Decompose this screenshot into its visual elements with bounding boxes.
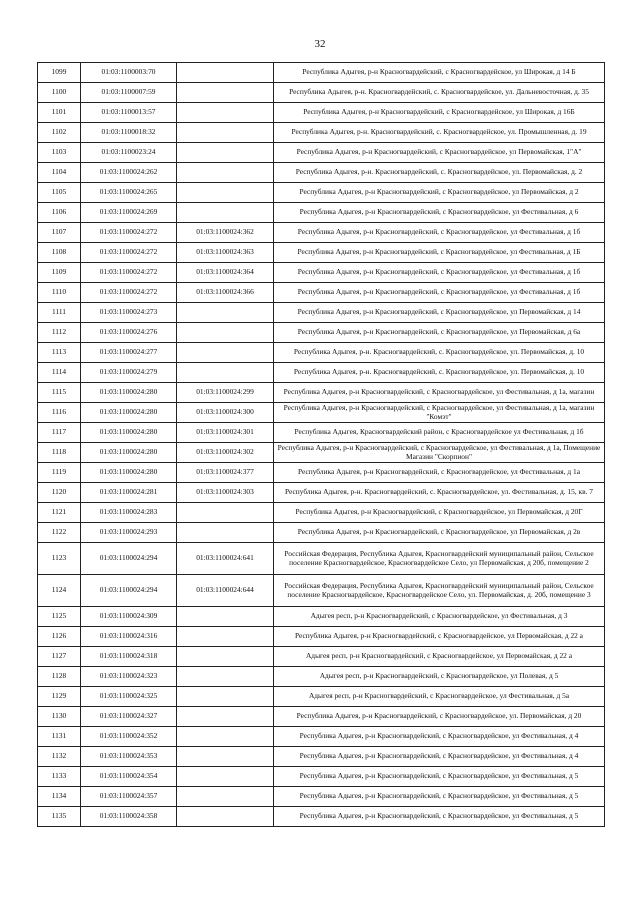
row-number-cell: 1108	[38, 243, 81, 263]
cadastral-number-cell: 01:03:1100024:279	[81, 363, 177, 383]
table-row	[38, 343, 605, 363]
table-row	[38, 503, 605, 523]
cadastral-number-cell: 01:03:1100024:280	[81, 403, 177, 423]
cadastral-number-cell: 01:03:1100024:353	[81, 747, 177, 767]
cadastral-number-cell: 01:03:1100024:277	[81, 343, 177, 363]
row-number-cell: 1114	[38, 363, 81, 383]
address-cell: Республика Адыгея, р-н. Красногвардейский, с. Красногвардейское, ул. Первомайская, д. 2	[274, 163, 605, 183]
cadastral-number-cell: 01:03:1100024:272	[81, 283, 177, 303]
address-cell: Республика Адыгея, р-н Красногвардейский, с Красногвардейское, ул Фестивальная, д 6	[274, 203, 605, 223]
linked-cadastral-number-cell	[177, 123, 274, 143]
linked-cadastral-number-cell: 01:03:1100024:302	[177, 443, 274, 463]
address-cell: Республика Адыгея, р-н Красногвардейский, с Красногвардейское, ул Первомайская, д 6а	[274, 323, 605, 343]
address-cell: Республика Адыгея, р-н Красногвардейский, с Красногвардейское, ул Широкая, д 16Б	[274, 103, 605, 123]
table-row	[38, 223, 605, 243]
address-cell: Адыгея респ, р-н Красногвардейский, с Красногвардейское, ул Первомайская, д 22 а	[274, 647, 605, 667]
address-cell: Республика Адыгея, р-н Красногвардейский, с Красногвардейское, ул Первомайская, д 2в	[274, 523, 605, 543]
row-number-cell: 1111	[38, 303, 81, 323]
row-number-cell: 1106	[38, 203, 81, 223]
row-number-cell: 1120	[38, 483, 81, 503]
address-cell: Республика Адыгея, р-н Красногвардейский, с Красногвардейское, ул Первомайская, д 14	[274, 303, 605, 323]
linked-cadastral-number-cell: 01:03:1100024:377	[177, 463, 274, 483]
cadastral-number-cell: 01:03:1100024:293	[81, 523, 177, 543]
row-number-cell: 1135	[38, 807, 81, 827]
row-number-cell: 1113	[38, 343, 81, 363]
row-number-cell: 1104	[38, 163, 81, 183]
address-cell: Адыгея респ, р-н Красногвардейский, с Красногвардейское, ул Фестивальная, д 5а	[274, 687, 605, 707]
linked-cadastral-number-cell	[177, 363, 274, 383]
cadastral-number-cell: 01:03:1100024:273	[81, 303, 177, 323]
table-row	[38, 123, 605, 143]
registry-table	[37, 62, 605, 827]
linked-cadastral-number-cell	[177, 607, 274, 627]
page-number: 32	[314, 38, 326, 50]
linked-cadastral-number-cell	[177, 707, 274, 727]
row-number-cell: 1115	[38, 383, 81, 403]
row-number-cell: 1130	[38, 707, 81, 727]
cadastral-number-cell: 01:03:1100024:280	[81, 463, 177, 483]
row-number-cell: 1119	[38, 463, 81, 483]
row-number-cell: 1117	[38, 423, 81, 443]
table-row	[38, 523, 605, 543]
cadastral-number-cell: 01:03:1100024:276	[81, 323, 177, 343]
table-row	[38, 263, 605, 283]
row-number-cell: 1129	[38, 687, 81, 707]
linked-cadastral-number-cell	[177, 647, 274, 667]
address-cell: Адыгея респ, р-н Красногвардейский, с Красногвардейское, ул Полевая, д 5	[274, 667, 605, 687]
table-row	[38, 463, 605, 483]
cadastral-number-cell: 01:03:1100024:325	[81, 687, 177, 707]
linked-cadastral-number-cell	[177, 303, 274, 323]
table-row	[38, 83, 605, 103]
linked-cadastral-number-cell: 01:03:1100024:299	[177, 383, 274, 403]
row-number-cell: 1133	[38, 767, 81, 787]
address-cell: Республика Адыгея, р-н Красногвардейский, с Красногвардейское, ул Фестивальная, д 5	[274, 767, 605, 787]
linked-cadastral-number-cell: 01:03:1100024:301	[177, 423, 274, 443]
cadastral-number-cell: 01:03:1100013:57	[81, 103, 177, 123]
cadastral-number-cell: 01:03:1100024:318	[81, 647, 177, 667]
linked-cadastral-number-cell	[177, 183, 274, 203]
linked-cadastral-number-cell	[177, 667, 274, 687]
address-cell: Республика Адыгея, р-н Красногвардейский, с Красногвардейское, ул Широкая, д 14 Б	[274, 63, 605, 83]
cadastral-number-cell: 01:03:1100024:323	[81, 667, 177, 687]
table-row	[38, 163, 605, 183]
cadastral-number-cell: 01:03:1100024:272	[81, 223, 177, 243]
row-number-cell: 1116	[38, 403, 81, 423]
linked-cadastral-number-cell	[177, 343, 274, 363]
address-cell: Республика Адыгея, р-н Красногвардейский, с Красногвардейское, ул Фестивальная, д 1а	[274, 463, 605, 483]
address-cell: Республика Адыгея, р-н Красногвардейский, с Красногвардейское, ул Первомайская, д 2	[274, 183, 605, 203]
address-cell: Республика Адыгея, р-н Красногвардейский, с Красногвардейское, ул Фестивальная, д 5	[274, 787, 605, 807]
table-row	[38, 727, 605, 747]
linked-cadastral-number-cell	[177, 63, 274, 83]
address-cell: Республика Адыгея, р-н Красногвардейский, с Красногвардейское, ул. Первомайская, д 20	[274, 707, 605, 727]
table-row	[38, 63, 605, 83]
registry-table-body	[38, 63, 605, 827]
cadastral-number-cell: 01:03:1100024:352	[81, 727, 177, 747]
row-number-cell: 1109	[38, 263, 81, 283]
row-number-cell: 1121	[38, 503, 81, 523]
address-cell: Республика Адыгея, р-н Красногвардейский, с Красногвардейское, ул Фестивальная, д 1а, магазин "Комэт"	[274, 403, 605, 423]
address-cell: Республика Адыгея, р-н. Красногвардейский, с. Красногвардейское, ул. Промышленная, д. 19	[274, 123, 605, 143]
address-cell: Республика Адыгея, р-н Красногвардейский, с Красногвардейское, ул Фестивальная, д 5	[274, 807, 605, 827]
table-row	[38, 183, 605, 203]
address-cell: Республика Адыгея, р-н. Красногвардейский, с. Красногвардейское, ул. Дальневосточная, д. 35	[274, 83, 605, 103]
linked-cadastral-number-cell	[177, 103, 274, 123]
table-row	[38, 143, 605, 163]
linked-cadastral-number-cell	[177, 323, 274, 343]
linked-cadastral-number-cell: 01:03:1100024:641	[177, 543, 274, 575]
row-number-cell: 1125	[38, 607, 81, 627]
table-row	[38, 243, 605, 263]
cadastral-number-cell: 01:03:1100003:70	[81, 63, 177, 83]
cadastral-number-cell: 01:03:1100024:280	[81, 423, 177, 443]
linked-cadastral-number-cell: 01:03:1100024:362	[177, 223, 274, 243]
cadastral-number-cell: 01:03:1100024:272	[81, 243, 177, 263]
address-cell: Республика Адыгея, р-н Красногвардейский, с Красногвардейское, ул Фестивальная, д 1б	[274, 283, 605, 303]
table-row	[38, 787, 605, 807]
table-row	[38, 747, 605, 767]
cadastral-number-cell: 01:03:1100023:24	[81, 143, 177, 163]
cadastral-number-cell: 01:03:1100024:262	[81, 163, 177, 183]
linked-cadastral-number-cell	[177, 687, 274, 707]
linked-cadastral-number-cell	[177, 163, 274, 183]
table-row	[38, 667, 605, 687]
address-cell: Республика Адыгея, р-н. Красногвардейский, с. Красногвардейское, ул. Первомайская, д. 10	[274, 343, 605, 363]
row-number-cell: 1103	[38, 143, 81, 163]
address-cell: Республика Адыгея, р-н Красногвардейский, с Красногвардейское, ул Фестивальная, д 4	[274, 727, 605, 747]
linked-cadastral-number-cell	[177, 503, 274, 523]
linked-cadastral-number-cell	[177, 767, 274, 787]
row-number-cell: 1122	[38, 523, 81, 543]
table-row	[38, 423, 605, 443]
row-number-cell: 1134	[38, 787, 81, 807]
table-row	[38, 575, 605, 607]
address-cell: Республика Адыгея, р-н Красногвардейский, с Красногвардейское, ул Фестивальная, д 1а, Помещение Магазин "Скорпион"	[274, 443, 605, 463]
address-cell: Республика Адыгея, р-н Красногвардейский, с Красногвардейское, ул Фестивальная, д 4	[274, 747, 605, 767]
address-cell: Республика Адыгея, Красногвардейский район, с Красногвардейское ул Фестивальная, д 1б	[274, 423, 605, 443]
address-cell: Республика Адыгея, р-н. Красногвардейский, с. Красногвардейское, ул. Фестивальная, д. 15, кв. 7	[274, 483, 605, 503]
table-row	[38, 103, 605, 123]
table-row	[38, 323, 605, 343]
table-row	[38, 767, 605, 787]
cadastral-number-cell: 01:03:1100018:32	[81, 123, 177, 143]
table-row	[38, 403, 605, 423]
row-number-cell: 1126	[38, 627, 81, 647]
address-cell: Российская Федерация, Республика Адыгея, Красногвардейский муниципальный район, Сельское поселение Красногвардейское, Красногвардейское Село, ул Первомайская, д 20б, помещение 2	[274, 543, 605, 575]
linked-cadastral-number-cell	[177, 807, 274, 827]
address-cell: Республика Адыгея, р-н Красногвардейский, с Красногвардейское, ул Фестивальная, д 1а, магазин	[274, 383, 605, 403]
address-cell: Республика Адыгея, р-н Красногвардейский, с Красногвардейское, ул Фестивальная, д 1б	[274, 263, 605, 283]
linked-cadastral-number-cell: 01:03:1100024:303	[177, 483, 274, 503]
row-number-cell: 1118	[38, 443, 81, 463]
table-row	[38, 303, 605, 323]
table-row	[38, 647, 605, 667]
table-row	[38, 363, 605, 383]
cadastral-number-cell: 01:03:1100024:269	[81, 203, 177, 223]
cadastral-number-cell: 01:03:1100024:265	[81, 183, 177, 203]
address-cell: Республика Адыгея, р-н Красногвардейский, с Красногвардейское, ул Первомайская, д 20Г	[274, 503, 605, 523]
table-row	[38, 687, 605, 707]
table-row	[38, 483, 605, 503]
cadastral-number-cell: 01:03:1100024:283	[81, 503, 177, 523]
row-number-cell: 1101	[38, 103, 81, 123]
address-cell: Республика Адыгея, р-н. Красногвардейский, с. Красногвардейское, ул. Первомайская, д. 10	[274, 363, 605, 383]
cadastral-number-cell: 01:03:1100024:294	[81, 575, 177, 607]
linked-cadastral-number-cell	[177, 83, 274, 103]
address-cell: Адыгея респ, р-н Красногвардейский, с Красногвардейское, ул Фестивальная, д 3	[274, 607, 605, 627]
table-row	[38, 443, 605, 463]
linked-cadastral-number-cell	[177, 143, 274, 163]
cadastral-number-cell: 01:03:1100024:294	[81, 543, 177, 575]
table-row	[38, 383, 605, 403]
table-row	[38, 807, 605, 827]
linked-cadastral-number-cell: 01:03:1100024:363	[177, 243, 274, 263]
cadastral-number-cell: 01:03:1100007:59	[81, 83, 177, 103]
cadastral-number-cell: 01:03:1100024:354	[81, 767, 177, 787]
row-number-cell: 1102	[38, 123, 81, 143]
linked-cadastral-number-cell: 01:03:1100024:644	[177, 575, 274, 607]
row-number-cell: 1127	[38, 647, 81, 667]
cadastral-number-cell: 01:03:1100024:358	[81, 807, 177, 827]
cadastral-number-cell: 01:03:1100024:280	[81, 443, 177, 463]
row-number-cell: 1110	[38, 283, 81, 303]
linked-cadastral-number-cell: 01:03:1100024:364	[177, 263, 274, 283]
table-row	[38, 627, 605, 647]
table-row	[38, 707, 605, 727]
linked-cadastral-number-cell	[177, 203, 274, 223]
address-cell: Республика Адыгея, р-н Красногвардейский, с Красногвардейское, ул Первомайская, 1"А"	[274, 143, 605, 163]
cadastral-number-cell: 01:03:1100024:327	[81, 707, 177, 727]
cadastral-number-cell: 01:03:1100024:309	[81, 607, 177, 627]
linked-cadastral-number-cell: 01:03:1100024:300	[177, 403, 274, 423]
table-row	[38, 607, 605, 627]
row-number-cell: 1132	[38, 747, 81, 767]
cadastral-number-cell: 01:03:1100024:357	[81, 787, 177, 807]
address-cell: Республика Адыгея, р-н Красногвардейский, с Красногвардейское, ул Фестивальная, д 1Б	[274, 243, 605, 263]
row-number-cell: 1128	[38, 667, 81, 687]
linked-cadastral-number-cell	[177, 523, 274, 543]
row-number-cell: 1123	[38, 543, 81, 575]
address-cell: Российская Федерация, Республика Адыгея, Красногвардейский муниципальный район, Сельское поселение Красногвардейское, Красногвардейское Село, ул. Первомайская, д. 20б, помещение 3	[274, 575, 605, 607]
linked-cadastral-number-cell	[177, 787, 274, 807]
row-number-cell: 1131	[38, 727, 81, 747]
linked-cadastral-number-cell	[177, 627, 274, 647]
cadastral-number-cell: 01:03:1100024:316	[81, 627, 177, 647]
row-number-cell: 1124	[38, 575, 81, 607]
row-number-cell: 1100	[38, 83, 81, 103]
row-number-cell: 1105	[38, 183, 81, 203]
table-row	[38, 543, 605, 575]
cadastral-number-cell: 01:03:1100024:280	[81, 383, 177, 403]
table-row	[38, 283, 605, 303]
address-cell: Республика Адыгея, р-н Красногвардейский, с Красногвардейское, ул Фестивальная, д 1б	[274, 223, 605, 243]
row-number-cell: 1107	[38, 223, 81, 243]
row-number-cell: 1112	[38, 323, 81, 343]
linked-cadastral-number-cell	[177, 727, 274, 747]
linked-cadastral-number-cell	[177, 747, 274, 767]
table-row	[38, 203, 605, 223]
address-cell: Республика Адыгея, р-н Красногвардейский, с Красногвардейское, ул Первомайская, д 22 а	[274, 627, 605, 647]
row-number-cell: 1099	[38, 63, 81, 83]
linked-cadastral-number-cell: 01:03:1100024:366	[177, 283, 274, 303]
cadastral-number-cell: 01:03:1100024:281	[81, 483, 177, 503]
cadastral-number-cell: 01:03:1100024:272	[81, 263, 177, 283]
